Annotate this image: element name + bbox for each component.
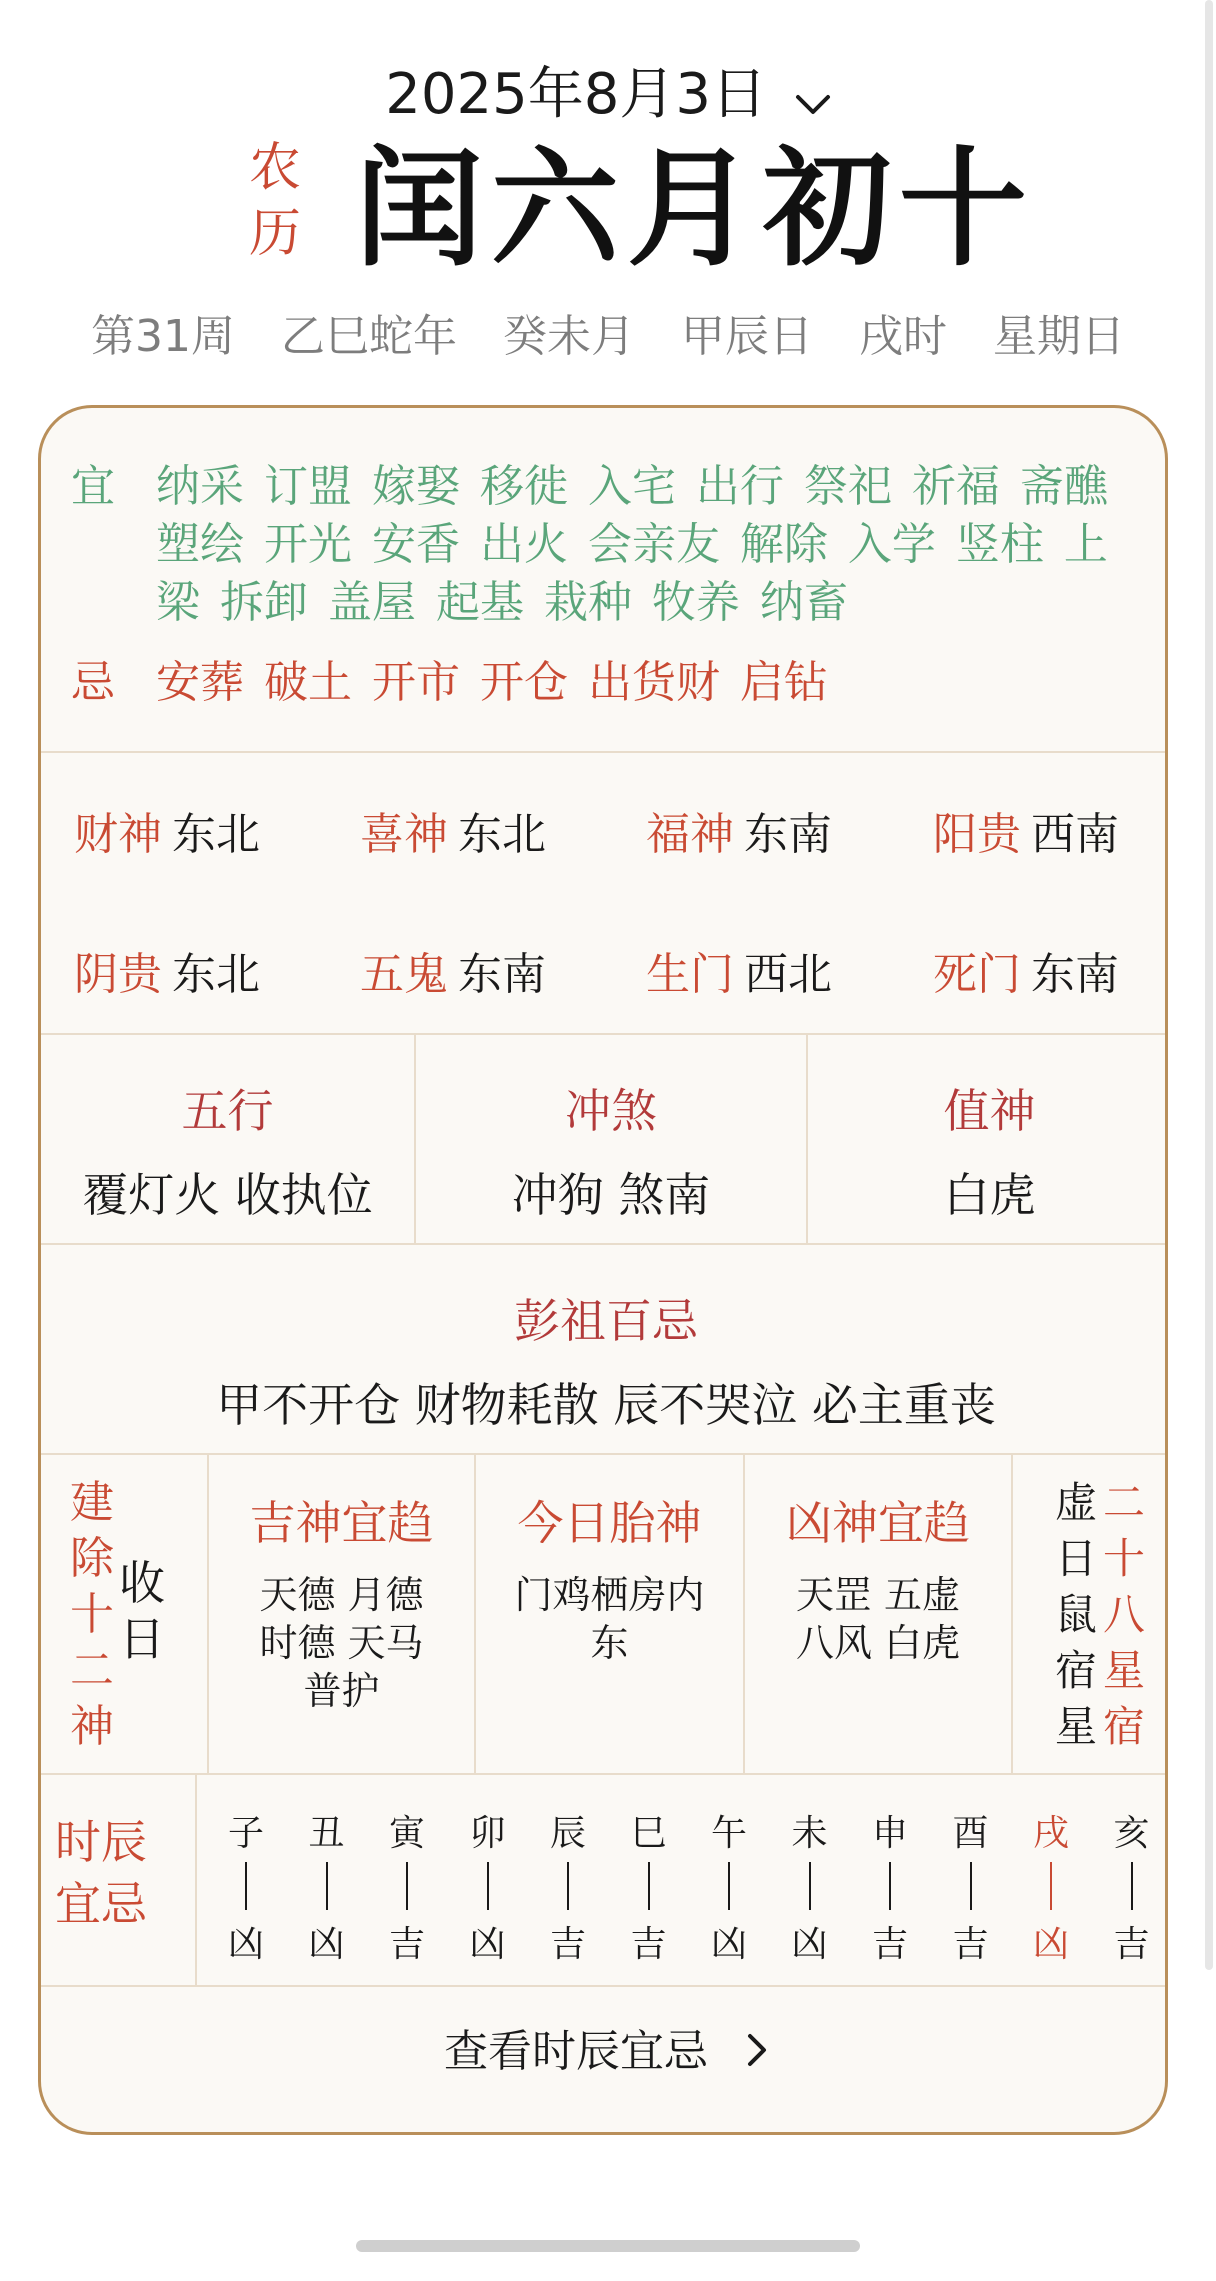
ji-label: 忌 [71,657,115,708]
god-key: 喜神 [360,809,448,860]
hour-branch: 申 [871,1813,908,1854]
view-shichen-label: 查看时辰宜忌 [444,2026,708,2077]
zhishen-cell [808,1035,1168,1243]
hour-item[interactable] [941,1805,1001,1967]
xingxiu-value [1051,1475,1101,1755]
god-value: 东南 [1031,949,1119,1000]
jishen-line: 时德 天马 [259,1621,424,1665]
label-line: 时辰 [55,1815,147,1869]
lunar-tag-char: 农 [248,138,301,198]
shichen-row [41,1775,1168,1985]
god-key: 福神 [646,809,734,860]
jishen-cell [209,1455,474,1773]
god-item [933,798,1119,862]
god-item [933,938,1119,1002]
view-shichen-button[interactable] [41,1987,1168,2135]
value-char: 宿 [1054,1646,1097,1695]
almanac-card [38,405,1168,2135]
hour-connector [1131,1862,1133,1910]
ganzhi-month: 癸未月 [503,311,635,362]
label-char: 八 [1102,1590,1145,1639]
label-char: 十 [70,1589,114,1640]
hour-item[interactable] [1102,1805,1162,1967]
label-char: 二 [70,1645,114,1696]
god-key: 死门 [933,949,1021,1000]
lunar-date-title: 闰六月初十 [355,135,1036,284]
hour-item[interactable] [1021,1805,1081,1967]
yi-label: 宜 [71,461,115,512]
hour-item[interactable] [377,1805,437,1967]
xiongshen-title: 凶神宜趋 [786,1496,970,1550]
ganzhi-day: 甲辰日 [681,311,813,362]
god-key: 财神 [74,809,162,860]
yi-row [71,458,1151,632]
hour-item[interactable] [538,1805,598,1967]
hour-item[interactable] [619,1805,679,1967]
jishen-line: 天德 月德 [259,1573,424,1617]
label-char: 除 [70,1533,114,1584]
god-value: 东北 [172,949,260,1000]
hour-connector [406,1862,408,1910]
jishen-values [209,1571,474,1715]
shen-row [41,1455,1168,1773]
god-value: 东北 [458,809,546,860]
xiongshen-line: 天罡 五虚 [795,1573,961,1617]
date-label: 2025年8月3日 [385,62,767,127]
hour-item[interactable] [699,1805,759,1967]
hour-branch: 子 [227,1813,264,1854]
god-value: 西南 [1031,809,1119,860]
hour-connector [889,1862,891,1910]
hour-result: 凶 [308,1924,345,1965]
pengzu-section [41,1245,1168,1453]
hour-result: 吉 [952,1924,989,1965]
god-value: 东南 [458,949,546,1000]
hour-branch: 未 [791,1813,828,1854]
pengzu-value: 甲不开仓 财物耗散 辰不哭泣 必主重丧 [216,1378,996,1432]
hour-result: 吉 [388,1924,425,1965]
xingxiu-label [1099,1475,1149,1755]
gods-grid [41,753,1168,1033]
pengzu-title: 彭祖百忌 [514,1294,698,1348]
ji-row [71,654,1151,712]
xiongshen-line: 八风 白虎 [795,1621,961,1665]
value-char: 日 [119,1612,165,1666]
jishen-line: 普护 [303,1669,380,1713]
hour-item[interactable] [780,1805,840,1967]
chevron-down-icon [795,65,831,130]
god-key: 阳贵 [933,809,1021,860]
label-char: 建 [70,1477,114,1528]
ganzhi-year: 乙巳蛇年 [281,311,457,362]
hour-connector [567,1862,569,1910]
hour-connector [809,1862,811,1910]
god-key: 生门 [646,949,734,1000]
week-number: 第31周 [91,311,235,362]
hour-result: 凶 [1032,1924,1069,1965]
lunar-tag-char: 历 [248,204,301,264]
hour-result: 吉 [1113,1924,1150,1965]
value-char: 日 [1054,1534,1097,1583]
hour-item[interactable] [216,1805,276,1967]
hour-item[interactable] [458,1805,518,1967]
chevron-right-icon [746,1989,768,2119]
wuxing-value: 覆灯火 收执位 [82,1168,373,1222]
label-char: 星 [1102,1646,1145,1695]
label-line: 宜忌 [55,1877,147,1931]
hour-connector [970,1862,972,1910]
label-char: 宿 [1102,1702,1145,1751]
taishen-line: 门鸡栖房内 [514,1573,705,1617]
shichen-label [55,1811,175,1935]
jishen-title: 吉神宜趋 [249,1496,434,1550]
value-char: 鼠 [1054,1590,1097,1639]
hour-branch: 戌 [1032,1813,1069,1854]
god-item [74,798,260,862]
trio-row [41,1035,1168,1243]
hour-branch: 卯 [469,1813,506,1854]
weekday: 星期日 [993,311,1125,362]
hour-branch: 酉 [952,1813,989,1854]
hour-result: 凶 [710,1924,747,1965]
hour-connector [487,1862,489,1910]
hour-connector [648,1862,650,1910]
hour-connector [326,1862,328,1910]
hour-result: 吉 [630,1924,667,1965]
chongsha-title: 冲煞 [565,1084,657,1138]
god-item [646,938,832,1002]
hour-result: 凶 [469,1924,506,1965]
god-key: 五鬼 [360,949,448,1000]
scrollbar[interactable] [1205,0,1213,1970]
hour-result: 吉 [871,1924,908,1965]
taishen-values [476,1571,743,1667]
hour-branch: 亥 [1113,1813,1150,1854]
label-char: 十 [1102,1534,1145,1583]
hour-connector [1050,1862,1052,1910]
wuxing-cell [41,1035,414,1243]
zhishen-value: 白虎 [943,1168,1036,1222]
hour-branch: 辰 [549,1813,586,1854]
value-char: 星 [1054,1702,1097,1751]
chongsha-value: 冲狗 煞南 [511,1168,711,1222]
xiongshen-values [745,1571,1011,1667]
jianchu-value [117,1555,167,1667]
hour-result: 吉 [549,1924,586,1965]
value-char: 虚 [1054,1478,1097,1527]
taishen-cell [476,1455,743,1773]
hour-branch: 寅 [388,1813,425,1854]
current-hour: 戌时 [859,311,947,362]
chongsha-cell [416,1035,806,1243]
hour-branch: 巳 [630,1813,667,1854]
label-char: 神 [70,1701,114,1752]
wuxing-title: 五行 [181,1084,274,1138]
hour-branch: 午 [710,1813,747,1854]
god-item [74,938,260,1002]
date-info-row [0,300,1216,364]
xiongshen-cell [745,1455,1011,1773]
label-char: 二 [1102,1478,1145,1527]
hour-item[interactable] [860,1805,920,1967]
god-value: 西北 [744,949,832,1000]
hour-result: 凶 [227,1924,264,1965]
yi-items: 纳采 订盟 嫁娶 移徙 入宅 出行 祭祀 祈福 斋醮 塑绘 开光 安香 出火 会亲友 解除 入学 竖柱 上梁 拆卸 盖屋 起基 栽种 牧养 纳畜 [156,461,1108,628]
god-value: 东北 [172,809,260,860]
god-item [360,938,546,1002]
god-item [646,798,832,862]
god-key: 阴贵 [74,949,162,1000]
god-item [360,798,546,862]
ji-items: 安葬 破土 开市 开仓 出货财 启钻 [156,657,828,708]
value-char: 收 [119,1556,165,1610]
hour-item[interactable] [297,1805,357,1967]
taishen-title: 今日胎神 [517,1496,702,1550]
home-indicator[interactable] [356,2240,860,2252]
hour-result: 凶 [791,1924,828,1965]
hour-connector [728,1862,730,1910]
hour-connector [245,1862,247,1910]
god-value: 东南 [744,809,832,860]
lunar-tag [240,135,310,267]
divider [195,1775,197,1985]
hour-branch: 丑 [308,1813,345,1854]
zhishen-title: 值神 [943,1084,1036,1138]
divider [1011,1455,1013,1773]
taishen-line: 东 [590,1621,629,1665]
yi-ji-section [71,458,1151,712]
date-selector[interactable] [0,50,1216,130]
jianchu-label [67,1475,117,1755]
